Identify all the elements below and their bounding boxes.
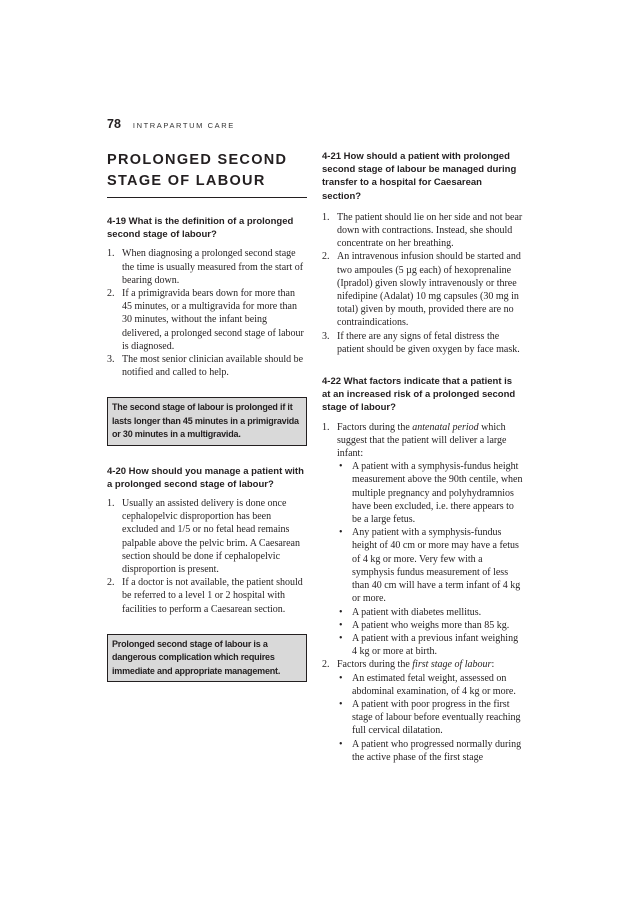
bullet-item: • A patient with a previous infant weighing 4 kg or more at birth. bbox=[339, 632, 519, 658]
list-item: 1. The patient should lie on her side and not bear down with contractions. Instead, she should concentrate on her breathing. bbox=[322, 211, 523, 250]
list-item: 3. If there are any signs of fetal distress the patient should be given oxygen by face mask. bbox=[322, 330, 520, 355]
running-header bbox=[107, 115, 407, 133]
bullet-icon: • bbox=[339, 527, 343, 539]
bullet-item: • An estimated fetal weight, assessed on abdominal examination, of 4 kg or more. bbox=[339, 672, 516, 697]
page-number: 78 bbox=[107, 117, 121, 131]
bullet-icon: • bbox=[339, 619, 343, 631]
answer-list-4-21 bbox=[322, 211, 523, 356]
question-4-21: 4-21 How should a patient with prolonged second stage of labour be managed during transfer to a hospital for Caesarean section? bbox=[322, 151, 517, 202]
answer-list-4-22 bbox=[322, 421, 523, 764]
bullet-item: • Any patient with a symphysis-fundus height of 40 cm or more may have a fetus of 4 kg or more. Very few with a symphysis fundus measurement of less than 40 cm will have a term infant of 4 kg or more. bbox=[339, 527, 521, 605]
bullet-list-antenatal bbox=[337, 460, 523, 658]
callout-warning: Prolonged second stage of labour is a dangerous complication which requires immediate and appropriate management. bbox=[107, 634, 307, 682]
bullet-icon: • bbox=[339, 606, 343, 618]
list-item: 2. If a primigravida bears down for more than 45 minutes, or a multigravida for more than 30 minutes, without the infant being delivered, a prolonged second stage of labour is diagnosed. bbox=[107, 288, 304, 352]
bullet-icon: • bbox=[339, 632, 343, 644]
bullet-icon: • bbox=[339, 461, 343, 473]
answer-list-4-20 bbox=[107, 497, 307, 616]
answer-list-4-19 bbox=[107, 247, 307, 379]
question-4-20: 4-20 How should you manage a patient with a prolonged second stage of labour? bbox=[107, 465, 304, 490]
list-item: 1. Factors during the antenatal period which suggest that the patient will deliver a large infant: • A patient with a symphysis-fundus height measurement above the 90th centile, when multiple pregnancy and polyhydramnios have been excluded, i.e. there appears to be a large fetus. • Any patient with a symphysis-fundus height of 40 cm or more may have a fetus of 4 kg or more. Very few with a symphysis fundus measurement of less than 40 cm will have a term infant of 4 kg or more. • A patient with diabetes mellitus. • A patient who weighs more than 85 kg. • A patient with a previous infant weighing 4 kg or more at birth. bbox=[322, 421, 523, 658]
callout-definition: The second stage of labour is prolonged if it lasts longer than 45 minutes in a primigravida or 30 minutes in a multigravida. bbox=[107, 397, 307, 445]
bullet-item: • A patient with diabetes mellitus. bbox=[339, 606, 482, 618]
question-4-22: 4-22 What factors indicate that a patient is at an increased risk of a prolonged second stage of labour? bbox=[322, 376, 516, 414]
chapter-title: PROLONGED SECOND STAGE OF LABOUR bbox=[107, 150, 307, 198]
bullet-item: • A patient who progressed normally during the active phase of the first stage bbox=[339, 738, 522, 763]
bullet-icon: • bbox=[339, 698, 343, 710]
running-title: INTRAPARTUM CARE bbox=[132, 121, 235, 130]
list-item: 2. If a doctor is not available, the patient should be referred to a level 1 or 2 hospital with facilities to perform a Caesarean section. bbox=[107, 577, 303, 615]
list-item: 3. The most senior clinician available should be notified and called to help. bbox=[107, 354, 304, 379]
bullet-icon: • bbox=[339, 672, 343, 684]
bullet-list-first-stage bbox=[337, 672, 523, 764]
left-column bbox=[107, 150, 307, 682]
list-item: 1. When diagnosing a prolonged second stage the time is usually measured from the start of bearing down. bbox=[107, 248, 304, 286]
bullet-item: • A patient who weighs more than 85 kg. bbox=[339, 619, 510, 631]
list-item: 2. An intravenous infusion should be started and two ampoules (5 µg each) of hexoprenaline (Ipradol) given slowly intravenously or three nifedipine (Adalat) 10 mg capsules (30 mg in total) given by mouth, provided there are no contraindications. bbox=[322, 251, 521, 329]
bullet-item: • A patient with poor progress in the first stage of labour before eventually reaching full cervical dilatation. bbox=[339, 698, 521, 737]
bullet-item: • A patient with a symphysis-fundus height measurement above the 90th centile, when multiple pregnancy and polyhydramnios have been excluded, i.e. there appears to be a large fetus. bbox=[339, 461, 523, 526]
right-column bbox=[322, 150, 523, 764]
bullet-icon: • bbox=[339, 738, 343, 750]
list-item: 2. Factors during the first stage of labour: • An estimated fetal weight, assessed on abdominal examination, of 4 kg or more. • A patient with poor progress in the first stage of labour before eventually reaching full cervical dilatation. • A patient who progressed normally during the active phase of the first stage bbox=[322, 659, 522, 763]
list-item: 1. Usually an assisted delivery is done once cephalopelvic disproportion has been excluded and 1/5 or no fetal head remains palpable above the pelvic brim. A Caesarean section should be done if cephalopelvic disproportion is present. bbox=[107, 498, 300, 576]
question-4-19: 4-19 What is the definition of a prolonged second stage of labour? bbox=[107, 216, 294, 241]
